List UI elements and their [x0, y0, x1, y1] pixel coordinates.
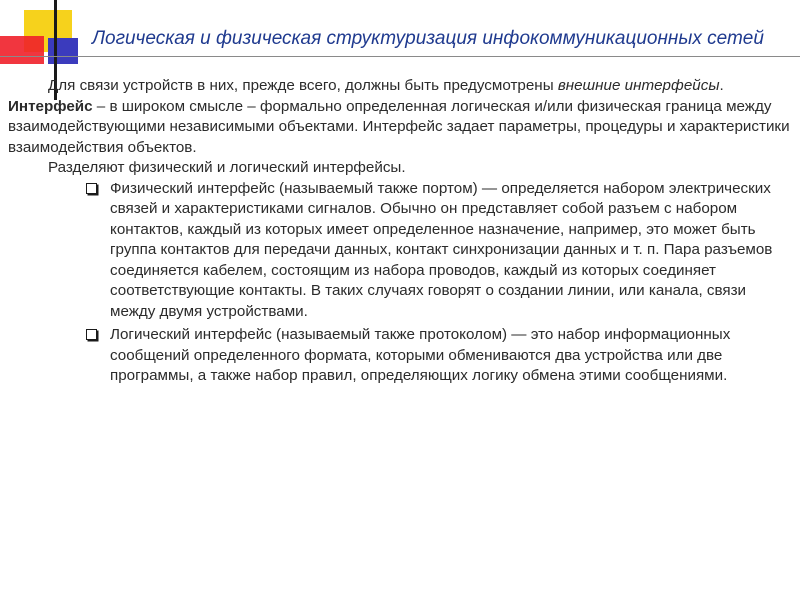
list-item [8, 325, 792, 387]
checkbox-bullet-icon [86, 183, 97, 194]
intro-emphasis: внешние интерфейсы [557, 77, 720, 94]
checkbox-bullet-icon [86, 329, 97, 340]
decorative-blue-square [48, 38, 78, 64]
bullet-text: Физический интерфейс (называемый также портом) — определяется набором электрических связей и характеристиками сигналов. Обычно он представляет собой разъем с набором контактов, каждый из которых имеет определенное назначение, например, это может быть группа контактов для передачи данных, контакт синхронизации данных и т. п. Пара разъемов соединяется кабелем, состоящим из набора проводов, каждый из которых соединяет соответствующие контакты. В таких случаях говорят о создании линии, или канала, связи между двумя устройствами. [110, 179, 773, 320]
intro-text-2: . [719, 77, 724, 94]
bullet-list [8, 179, 792, 387]
list-item [8, 179, 792, 323]
decorative-horizontal-line [0, 56, 800, 57]
intro-term: Интерфейс [8, 97, 93, 115]
intro-paragraph [8, 76, 792, 158]
slide-body [8, 76, 792, 390]
intro-text-1: Для связи устройств в них, прежде всего, должны быть предусмотрены [48, 77, 558, 94]
slide-title: Логическая и физическая структуризация инфокоммуникационных сетей [92, 28, 764, 49]
decorative-red-square [0, 36, 44, 64]
bullet-text: Логический интерфейс (называемый также протоколом) — это набор информационных сообщений определенного формата, которыми обмениваются два устройства или две программы, а также набор правил, определяющих логику обмена этими сообщениями. [110, 326, 731, 384]
intro-text-3: – в широком смысле – формально определенная логическая и/или физическая граница между взаимодействующими независимыми объектами. Интерфейс задает параметры, процедуры и характеристики взаимодействия объектов. [8, 97, 790, 156]
sub-paragraph: Разделяют физический и логический интерфейсы. [48, 159, 406, 176]
